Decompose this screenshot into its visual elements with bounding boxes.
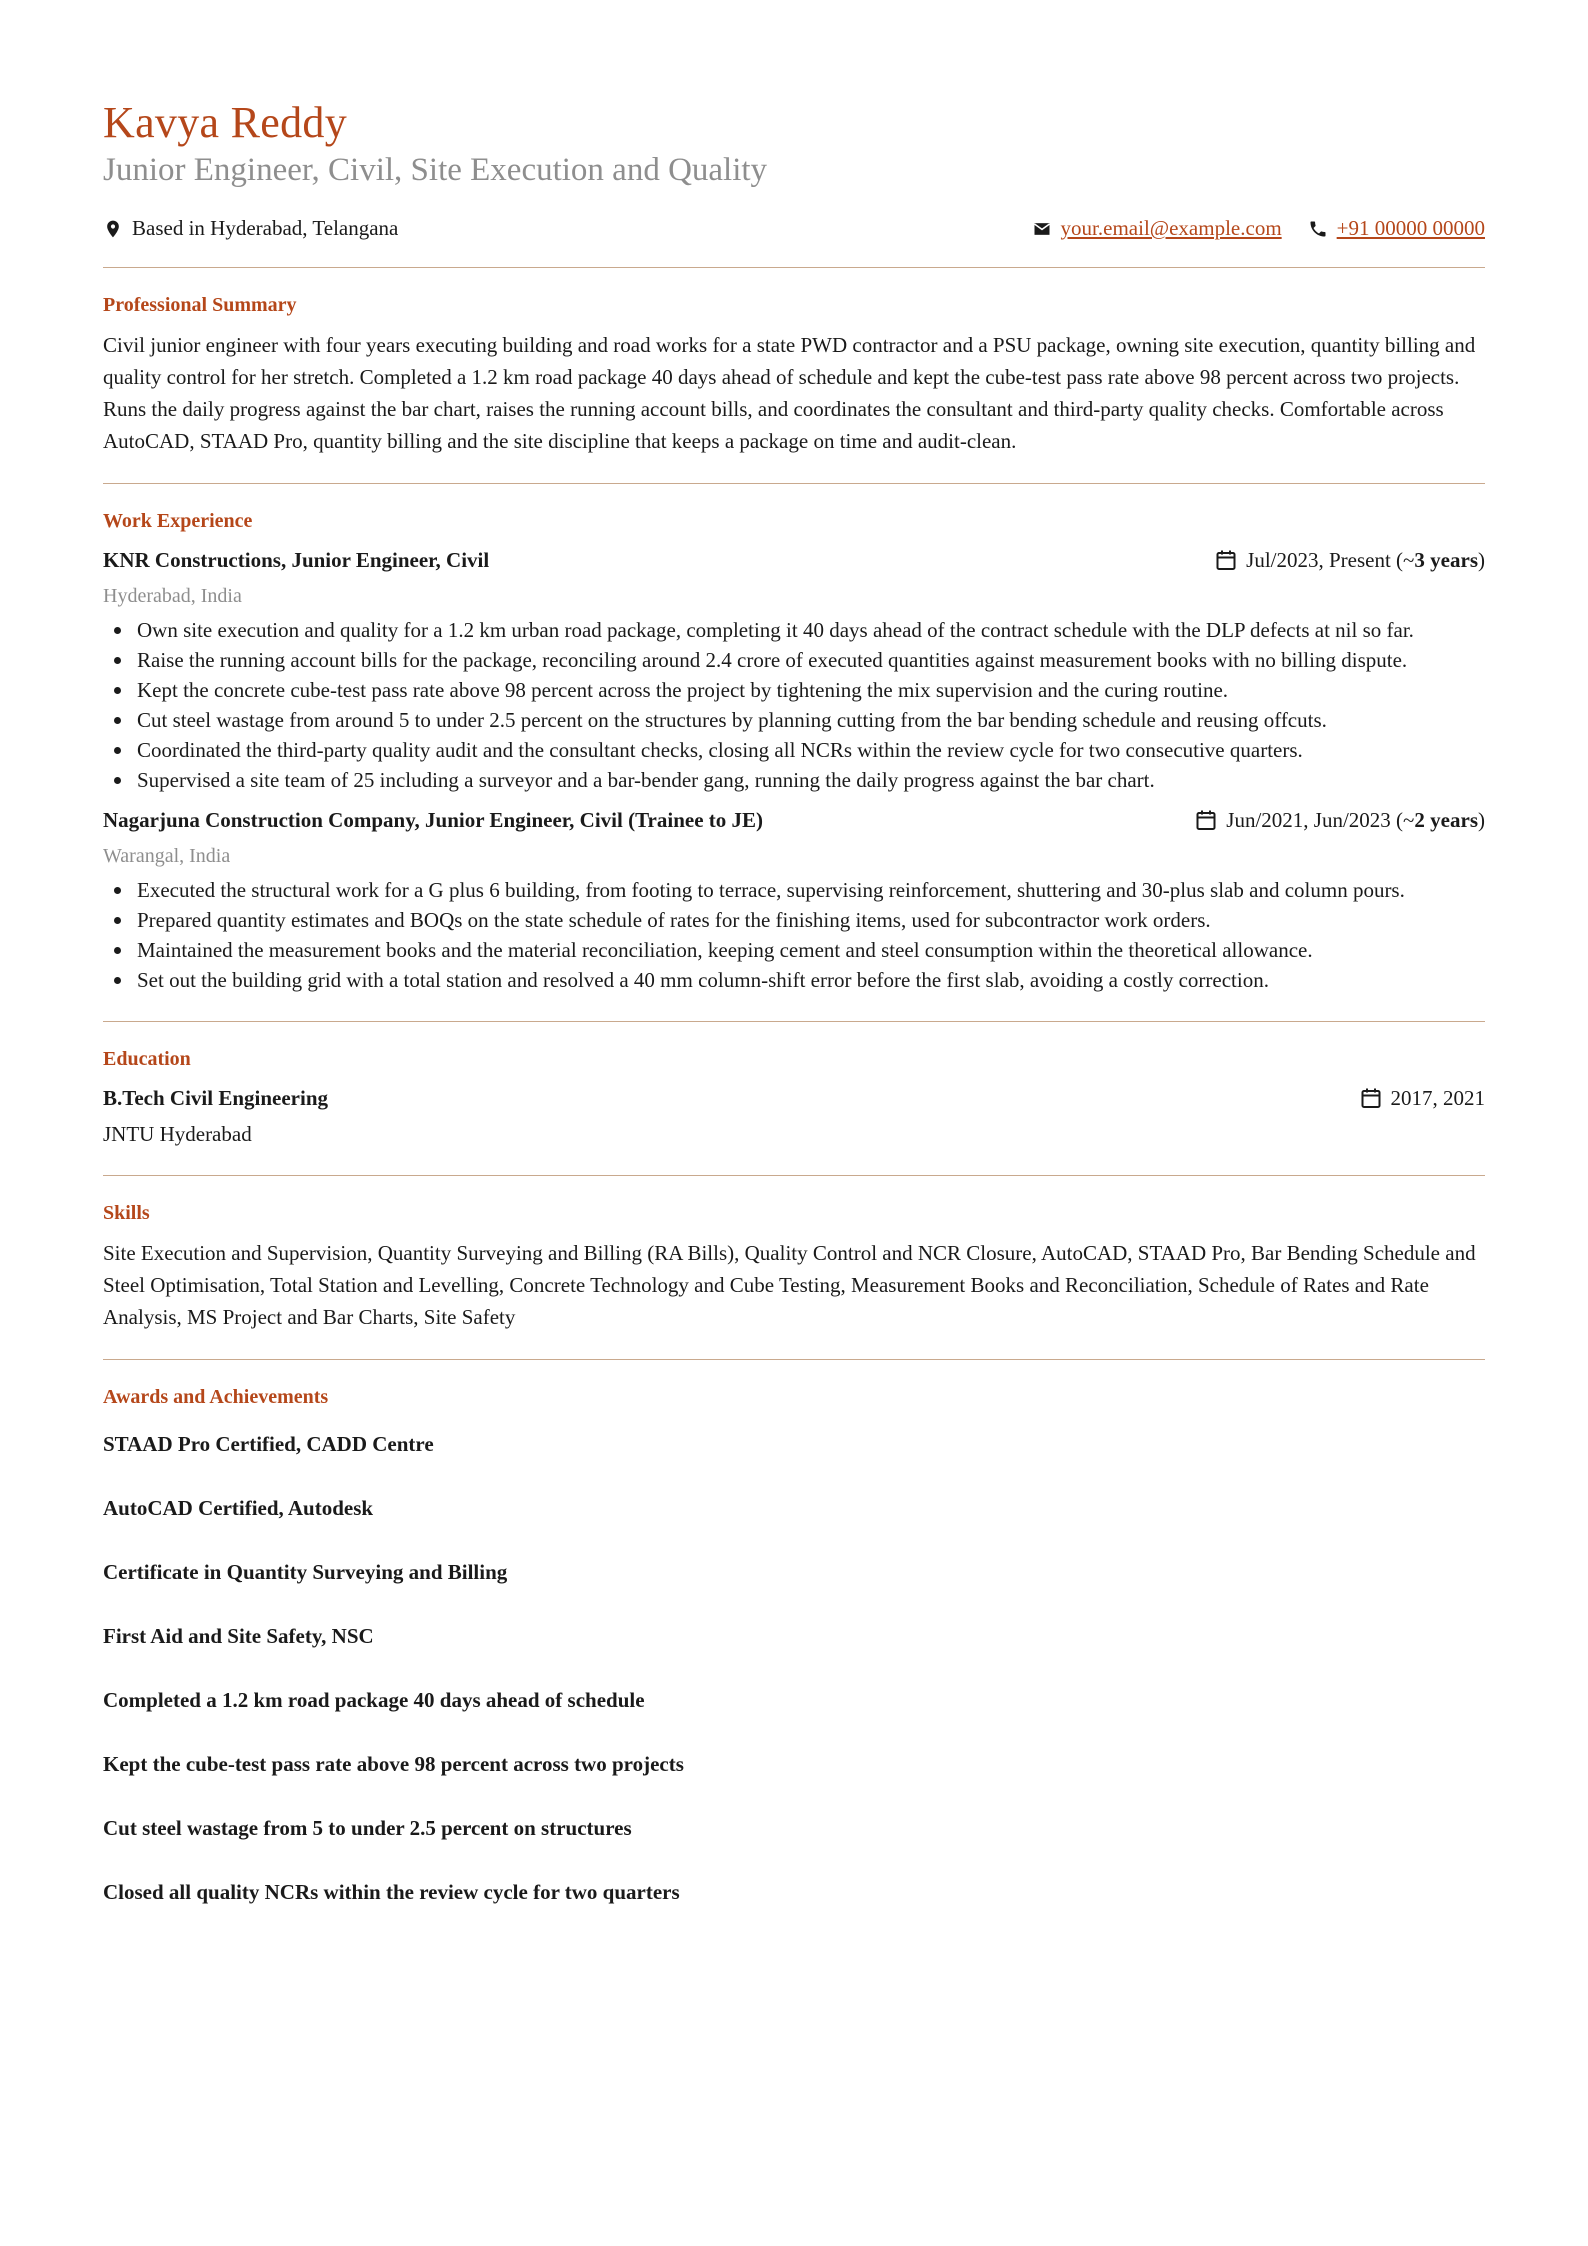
- award-item: Closed all quality NCRs within the review cycle for two quarters: [103, 1880, 680, 1905]
- job-duration: 2 years: [1414, 808, 1478, 833]
- award-item: First Aid and Site Safety, NSC: [103, 1624, 374, 1649]
- section-title-summary: Professional Summary: [103, 294, 297, 317]
- location-block: [103, 216, 398, 241]
- section-title-education: Education: [103, 1048, 191, 1071]
- phone-link[interactable]: +91 00000 00000: [1336, 216, 1485, 241]
- map-pin-icon: [103, 219, 123, 239]
- section-title-experience: Work Experience: [103, 510, 253, 533]
- email-link[interactable]: your.email@example.com: [1060, 216, 1282, 241]
- skills-text: Site Execution and Supervision, Quantity Surveying and Billing (RA Bills), Quality Control and NCR Closure, AutoCAD, STAAD Pro, Bar Bending Schedule and Steel Optimisation, Total Station and Levelling, Concrete Technology and Cube Testing, Measurement Books and Reconciliation, Schedule of Rates and Rate Analysis, MS Project and Bar Charts, Site Safety: [103, 1241, 1476, 1330]
- job-role-note: (Trainee to JE): [628, 808, 764, 833]
- phone-icon: [1308, 219, 1328, 239]
- education-header: [103, 1083, 1485, 1113]
- award-item: Certificate in Quantity Surveying and Billing: [103, 1560, 508, 1585]
- education-degree: B.Tech Civil Engineering: [103, 1086, 329, 1111]
- list-item: Maintained the measurement books and the material reconciliation, keeping cement and steel consumption within the theoretical allowance.: [103, 935, 1485, 965]
- job-date-close: ): [1478, 548, 1485, 573]
- job-title-line: KNR Constructions, Junior Engineer, Civil: [103, 548, 490, 573]
- job-bullets: [103, 875, 1485, 995]
- job-company: Nagarjuna Construction Company: [103, 808, 415, 833]
- education-dates: [1359, 1083, 1486, 1113]
- job-date-close: ): [1478, 808, 1485, 833]
- summary-text: Civil junior engineer with four years executing building and road works for a state PWD contractor and a PSU package, owning site execution, quantity billing and quality control for her stretch. Completed a 1.2 km road package 40 days ahead of schedule and kept the cube-test pass rate above 98 percent across two projects. Runs the daily progress against the bar chart, raises the running account bills, and coordinates the consultant and third-party quality checks. Comfortable across AutoCAD, STAAD Pro, quantity billing and the site discipline that keeps a package on time and audit-clean.: [103, 333, 1476, 454]
- calendar-icon: [1194, 808, 1218, 832]
- email-block: [1032, 216, 1282, 241]
- experience-section: [103, 484, 1485, 995]
- job-header: [103, 805, 1485, 835]
- list-item: Raise the running account bills for the package, reconciling around 2.4 crore of executed quantities against measurement books with no billing dispute.: [103, 645, 1485, 675]
- job-date-range: Jun/2021, Jun/2023 (~: [1226, 808, 1415, 833]
- candidate-headline: Junior Engineer, Civil, Site Execution and Quality: [103, 151, 768, 188]
- contact-links: [1006, 216, 1485, 241]
- job-header: [103, 545, 1485, 575]
- calendar-icon: [1214, 548, 1238, 572]
- job-entry: [103, 805, 1485, 995]
- job-date-range: Jul/2023, Present (~: [1246, 548, 1415, 573]
- job-dates: [1214, 545, 1485, 575]
- section-title-skills: Skills: [103, 1202, 150, 1225]
- list-item: Coordinated the third-party quality audit and the consultant checks, closing all NCRs within the review cycle for two consecutive quarters.: [103, 735, 1485, 765]
- list-item: Kept the concrete cube-test pass rate above 98 percent across the project by tightening the mix supervision and the curing routine.: [103, 675, 1485, 705]
- list-item: Own site execution and quality for a 1.2 km urban road package, completing it 40 days ahead of the contract schedule with the DLP defects at nil so far.: [103, 615, 1485, 645]
- award-item: Kept the cube-test pass rate above 98 percent across two projects: [103, 1752, 684, 1777]
- job-location: Warangal, India: [103, 845, 231, 868]
- job-duration: 3 years: [1414, 548, 1478, 573]
- education-section: [103, 1022, 1485, 1149]
- job-company: KNR Constructions: [103, 548, 281, 573]
- list-item: Prepared quantity estimates and BOQs on the state schedule of rates for the finishing items, used for subcontractor work orders.: [103, 905, 1485, 935]
- phone-block: [1308, 216, 1485, 241]
- contact-bar: [103, 216, 1485, 241]
- candidate-name: Kavya Reddy: [103, 98, 348, 147]
- list-item: Cut steel wastage from around 5 to under 2.5 percent on the structures by planning cutting from the bar bending schedule and reusing offcuts.: [103, 705, 1485, 735]
- list-item: Supervised a site team of 25 including a surveyor and a bar-bender gang, running the daily progress against the bar chart.: [103, 765, 1485, 795]
- summary-section: [103, 268, 1485, 457]
- location-text: Based in Hyderabad, Telangana: [132, 216, 399, 241]
- job-location: Hyderabad, India: [103, 585, 242, 608]
- education-date-range: 2017, 2021: [1390, 1086, 1485, 1111]
- calendar-icon: [1359, 1086, 1383, 1110]
- list-item: Set out the building grid with a total station and resolved a 40 mm column-shift error before the first slab, avoiding a costly correction.: [103, 965, 1485, 995]
- envelope-icon: [1032, 219, 1052, 239]
- job-entry: [103, 545, 1485, 795]
- job-dates: [1194, 805, 1485, 835]
- job-role: Junior Engineer, Civil: [291, 548, 490, 573]
- award-item: Completed a 1.2 km road package 40 days ahead of schedule: [103, 1688, 645, 1713]
- job-bullets: [103, 615, 1485, 795]
- education-school: JNTU Hyderabad: [103, 1122, 252, 1147]
- awards-list: [103, 1429, 1485, 1907]
- award-item: Cut steel wastage from 5 to under 2.5 percent on structures: [103, 1816, 632, 1841]
- skills-section: [103, 1176, 1485, 1333]
- award-item: STAAD Pro Certified, CADD Centre: [103, 1432, 434, 1457]
- award-item: AutoCAD Certified, Autodesk: [103, 1496, 374, 1521]
- section-title-awards: Awards and Achievements: [103, 1386, 329, 1409]
- list-item: Executed the structural work for a G plus 6 building, from footing to terrace, supervising reinforcement, shuttering and 30-plus slab and column pours.: [103, 875, 1485, 905]
- awards-section: [103, 1360, 1485, 1907]
- job-title-line: Nagarjuna Construction Company, Junior Engineer, Civil (Trainee to JE): [103, 808, 764, 833]
- job-role: Junior Engineer, Civil: [425, 808, 623, 833]
